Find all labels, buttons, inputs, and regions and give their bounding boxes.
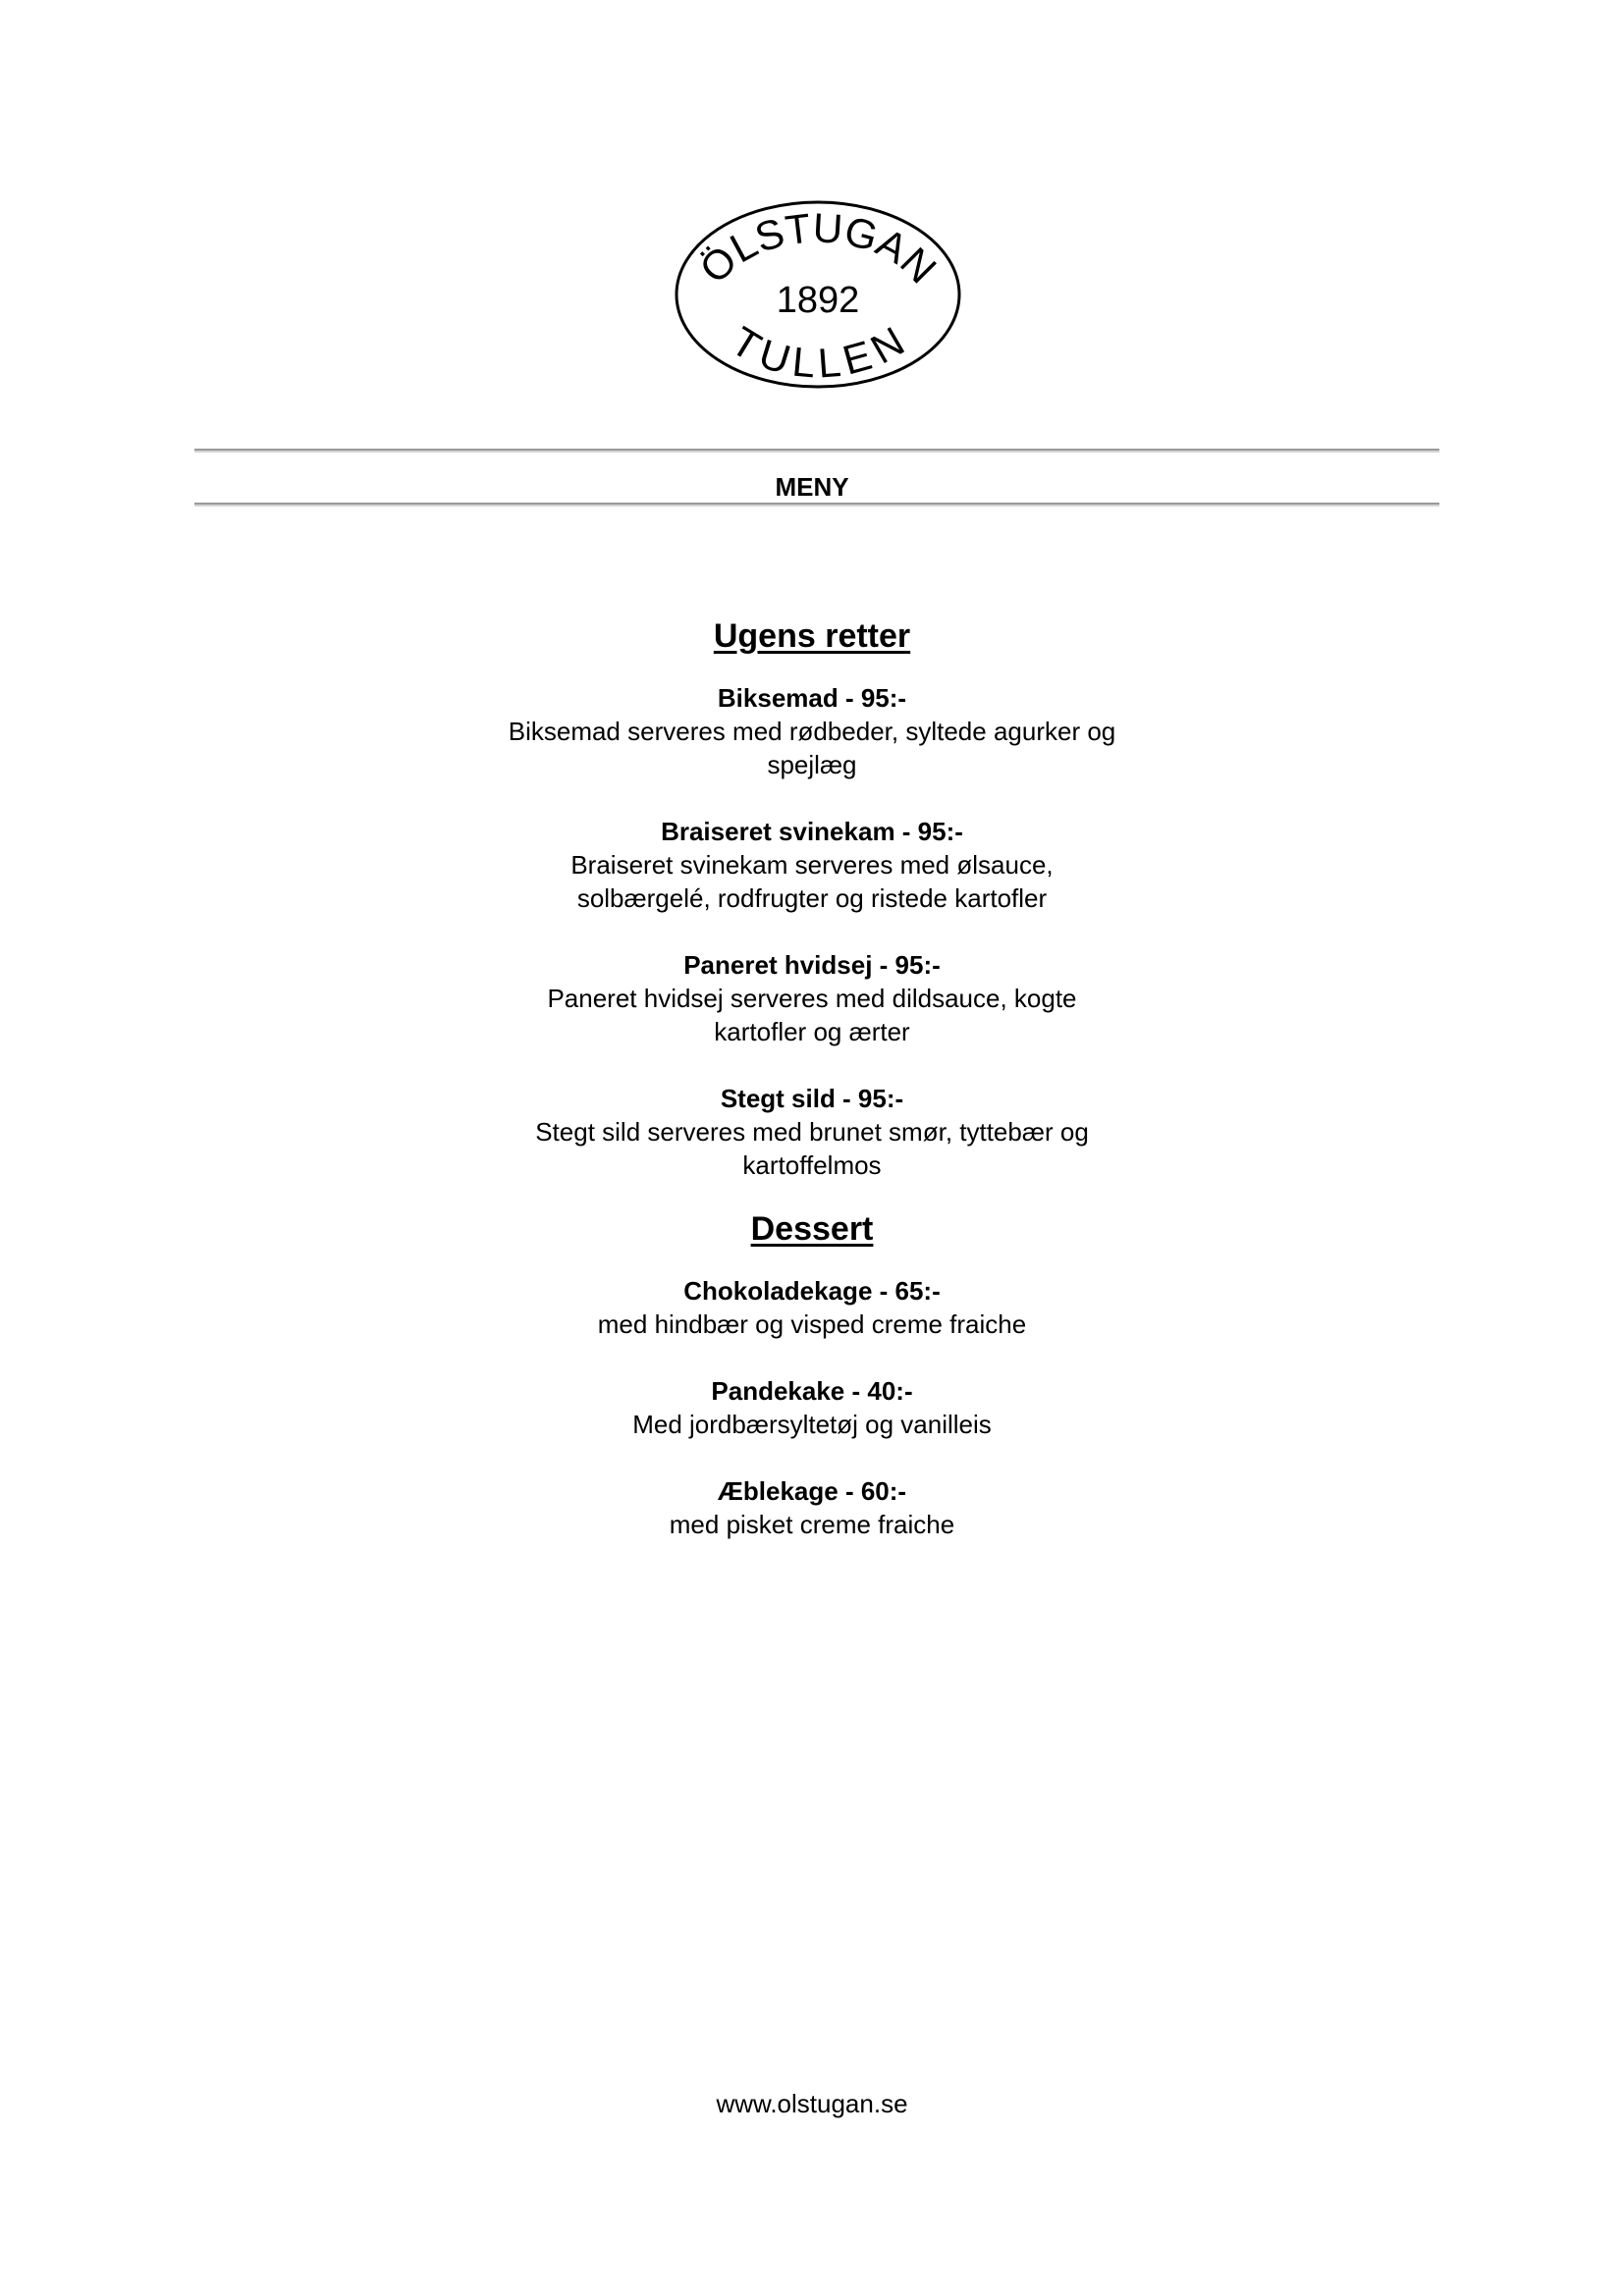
menu-item-description: Braiseret svinekam serveres med ølsauce, solbærgelé, rodfrugter og ristede kartofler	[570, 850, 1054, 913]
menu-item	[508, 815, 1116, 915]
menu-item-description: med pisket creme fraiche	[669, 1510, 955, 1539]
header-rule-bottom	[194, 503, 1439, 507]
menu-item-description: Med jordbærsyltetøj og vanilleis	[632, 1410, 992, 1439]
footer-website: www.olstugan.se	[716, 2089, 908, 2118]
menu-item-name: Chokoladekage - 65:-	[683, 1276, 941, 1306]
logo-top-text: ÖLSTUGAN	[690, 204, 946, 293]
menu-item-description: med hindbær og visped creme fraiche	[597, 1309, 1027, 1339]
menu-items	[0, 681, 1624, 1182]
menu-content	[0, 616, 1624, 1541]
menu-item	[508, 1274, 1116, 1341]
section-title: Dessert	[750, 1210, 874, 1248]
menu-item	[508, 1474, 1116, 1541]
menu-item	[508, 1374, 1116, 1441]
menu-item	[508, 681, 1116, 781]
logo-bottom-text: TULLEN	[723, 317, 912, 387]
section-title: Ugens retter	[713, 617, 911, 655]
menu-items	[0, 1274, 1624, 1541]
menu-item-name: Stegt sild - 95:-	[720, 1084, 904, 1113]
logo-year: 1892	[776, 280, 860, 321]
menu-item-description: Stegt sild serveres med brunet smør, tyttebær og kartoffelmos	[535, 1117, 1089, 1180]
menu-section-weekly	[0, 616, 1624, 1182]
restaurant-logo	[671, 196, 965, 393]
menu-item-name: Æblekage - 60:-	[717, 1476, 907, 1506]
menu-section-dessert	[0, 1209, 1624, 1541]
menu-item-name: Paneret hvidsej - 95:-	[683, 950, 941, 980]
menu-item-description: Paneret hvidsej serveres med dildsauce, kogte kartofler og ærter	[547, 984, 1077, 1046]
menu-item	[508, 948, 1116, 1048]
menu-item-name: Pandekake - 40:-	[711, 1376, 913, 1406]
header-rule-top	[194, 449, 1439, 453]
logo-emblem	[671, 196, 965, 393]
page-title: MENY	[775, 472, 849, 502]
menu-item-description: Biksemad serveres med rødbeder, syltede agurker og spejlæg	[508, 717, 1116, 779]
menu-item-name: Braiseret svinekam - 95:-	[661, 817, 963, 846]
menu-item-name: Biksemad - 95:-	[717, 683, 907, 713]
menu-item	[508, 1082, 1116, 1182]
